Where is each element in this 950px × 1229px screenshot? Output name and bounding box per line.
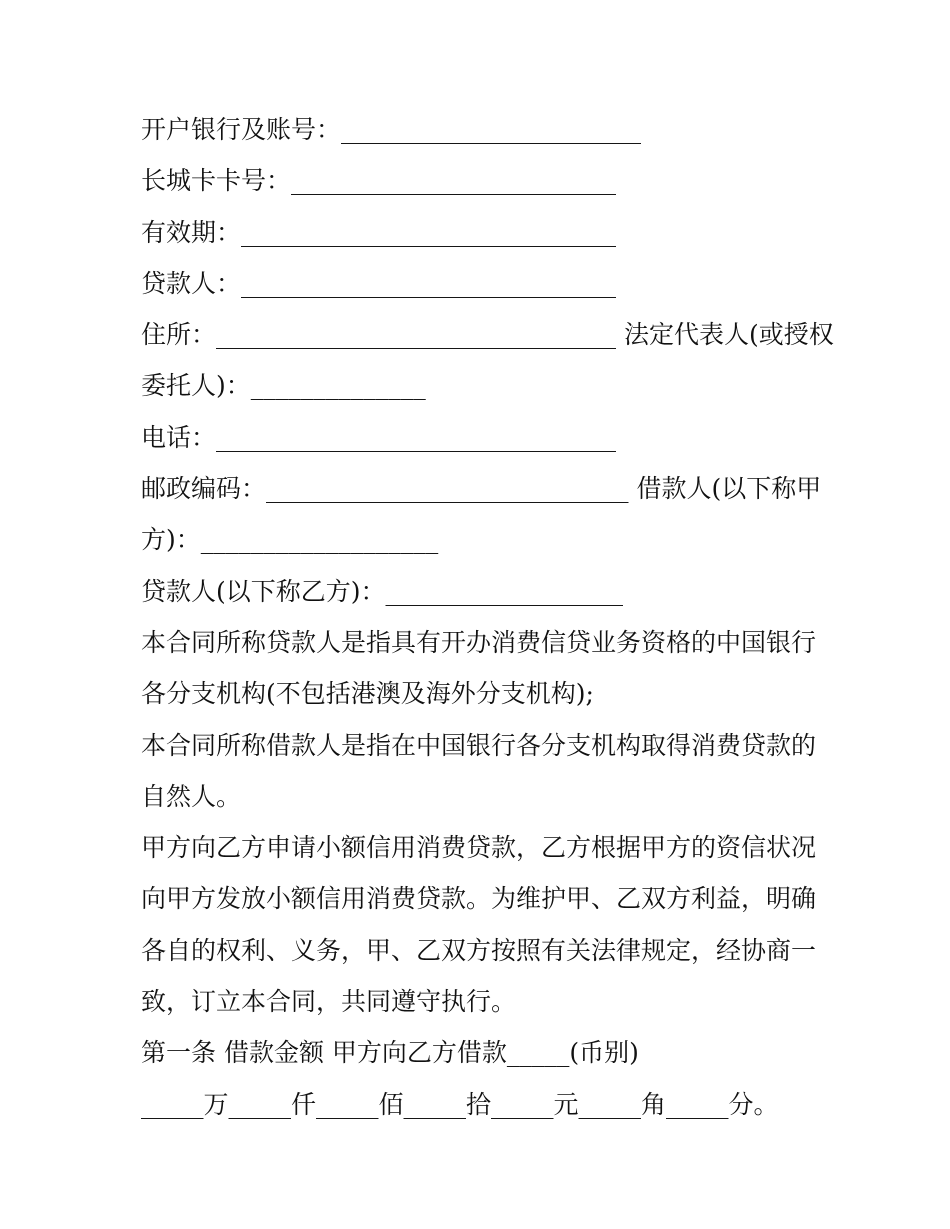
bank-account-line: 开户银行及账号：________________________ bbox=[141, 115, 642, 144]
lender-definition-line-2: 各分支机构(不包括港澳及海外分支机构); bbox=[141, 679, 594, 709]
party-b-line: 贷款人(以下称乙方)：___________________ bbox=[141, 576, 624, 606]
purpose-paragraph-line-1: 甲方向乙方申请小额信用消费贷款，乙方根据甲方的资信状况 bbox=[141, 833, 817, 863]
greatwall-card-line: 长城卡卡号：__________________________ bbox=[141, 166, 617, 196]
article-one-line-1: 第一条 借款金额 甲方向乙方借款_____(币别) bbox=[141, 1038, 639, 1068]
borrower-definition-line-1: 本合同所称借款人是指在中国银行各分支机构取得消费贷款的 bbox=[141, 730, 817, 760]
trustee-line: 委托人)：______________ bbox=[141, 371, 426, 401]
document-body bbox=[141, 104, 834, 1130]
address-representative-line: 住所：________________________________ 法定代表人(或授权 bbox=[141, 320, 834, 350]
phone-line: 电话：________________________________ bbox=[141, 422, 617, 452]
party-a-line: 方)：___________________ bbox=[141, 525, 439, 555]
borrower-definition-line-2: 自然人。 bbox=[141, 781, 242, 811]
validity-line: 有效期：______________________________ bbox=[141, 217, 617, 247]
purpose-paragraph-line-3: 各自的权利、义务，甲、乙双方按照有关法律规定，经协商一 bbox=[141, 935, 817, 965]
lender-line: 贷款人：______________________________ bbox=[141, 268, 617, 298]
postcode-borrower-line: 邮政编码：_____________________________ 借款人(以下称甲 bbox=[141, 474, 822, 504]
lender-definition-line-1: 本合同所称贷款人是指具有开办消费信贷业务资格的中国银行 bbox=[141, 627, 817, 657]
article-one-line-2: _____万_____仟_____佰_____拾_____元_____角_____分。 bbox=[141, 1089, 779, 1119]
purpose-paragraph-line-4: 致，订立本合同，共同遵守执行。 bbox=[141, 987, 517, 1017]
purpose-paragraph-line-2: 向甲方发放小额信用消费贷款。为维护甲、乙双方利益，明确 bbox=[141, 884, 817, 914]
